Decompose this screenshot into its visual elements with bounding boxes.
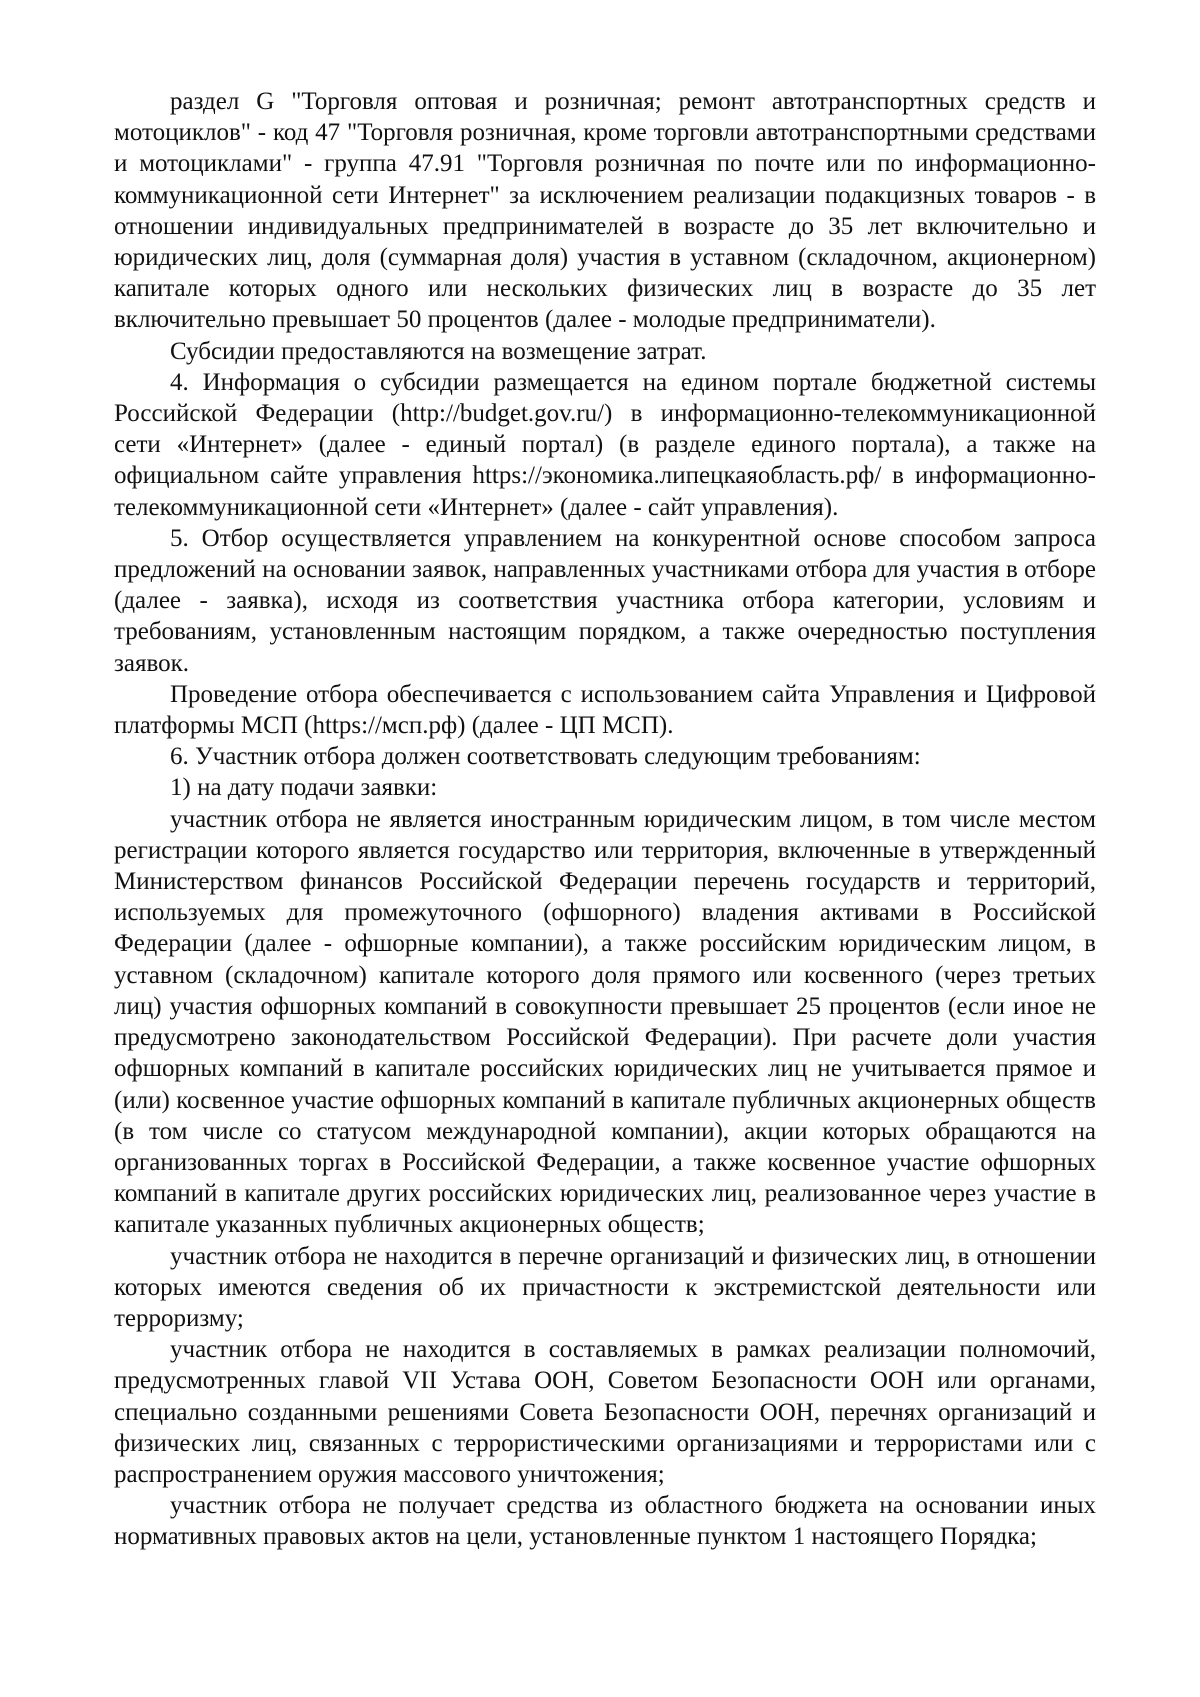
paragraph-item-5: 5. Отбор осуществляется управлением на конкурентной основе способом запроса предложений на основании заявок, направленных участниками отбора для участия в отборе (далее - заявка), исходя из соответствия участника отбора категории, условиям и требованиям, установленным настоящим порядком, а также очередностью поступления заявок.	[114, 524, 1096, 677]
paragraph-subitem-1: 1) на дату подачи заявки:	[170, 774, 438, 802]
paragraph-item-4: 4. Информация о субсидии размещается на едином портале бюджетной системы Российской Федерации (http://budget.gov.ru/) в информационно-телекоммуникационной сети «Интернет» (далее - единый портал) (в разделе единого портала), а также на официальном сайте управления https://экономика.липецкаяобласть.рф/ в информационно-телекоммуникационной сети «Интернет» (далее - сайт управления).	[114, 368, 1096, 521]
paragraph-un-list-requirement: участник отбора не находится в составляемых в рамках реализации полномочий, предусмотренных главой VII Устава ООН, Советом Безопасности ООН или органами, специально созданными решениями Совета Безопасности ООН, перечнях организаций и физических лиц, связанных с террористическими организациями и террористами или с распространением оружия массового уничтожения;	[114, 1336, 1096, 1488]
paragraph-offshore-requirement: участник отбора не является иностранным юридическим лицом, в том числе местом регистрации которого является государство или территория, включенные в утвержденный Министерством финансов Российской Федерации перечень государств и территорий, используемых для промежуточного (офшорного) владения активами в Российской Федерации (далее - офшорные компании), а также российским юридическим лицом, в уставном (складочном) капитале которого доля прямого или косвенного (через третьих лиц) участия офшорных компаний в совокупности превышает 25 процентов (если иное не предусмотрено законодательством Российской Федерации). При расчете доли участия офшорных компаний в капитале российских юридических лиц не учитывается прямое и (или) косвенное участие офшорных компаний в капитале публичных акционерных обществ (в том числе со статусом международной компании), акции которых обращаются на организованных торгах в Российской Федерации, а также косвенное участие офшорных компаний в капитале других российских юридических лиц, реализованное через участие в капитале указанных публичных акционерных обществ;	[114, 805, 1096, 1239]
paragraph-section-g: раздел G "Торговля оптовая и розничная; ремонт автотранспортных средств и мотоциклов" - код 47 "Торговля розничная, кроме торговли автотранспортными средствами и мотоциклами" - группа 47.91 "Торговля розничная по почте или по информационно-коммуникационной сети Интернет" за исключением реализации подакцизных товаров - в отношении индивидуальных предпринимателей в возрасте до 35 лет включительно и юридических лиц, доля (суммарная доля) участия в уставном (складочном, акционерном) капитале которых одного или нескольких физических лиц в возрасте до 35 лет включительно превышает 50 процентов (далее - молодые предприниматели).	[114, 88, 1096, 334]
paragraph-subsidies-purpose: Субсидии предоставляются на возмещение затрат.	[170, 337, 707, 365]
paragraph-selection-platform: Проведение отбора обеспечивается с использованием сайта Управления и Цифровой платформы МСП (https://мсп.рф) (далее - ЦП МСП).	[114, 680, 1096, 740]
paragraph-item-6: 6. Участник отбора должен соответствовать следующим требованиям:	[170, 743, 921, 771]
paragraph-regional-budget-requirement: участник отбора не получает средства из областного бюджета на основании иных нормативных правовых актов на цели, установленные пунктом 1 настоящего Порядка;	[114, 1492, 1096, 1551]
document-body	[114, 86, 1096, 1553]
paragraph-extremism-requirement: участник отбора не находится в перечне организаций и физических лиц, в отношении которых имеются сведения об их причастности к экстремистской деятельности или терроризму;	[114, 1242, 1096, 1332]
